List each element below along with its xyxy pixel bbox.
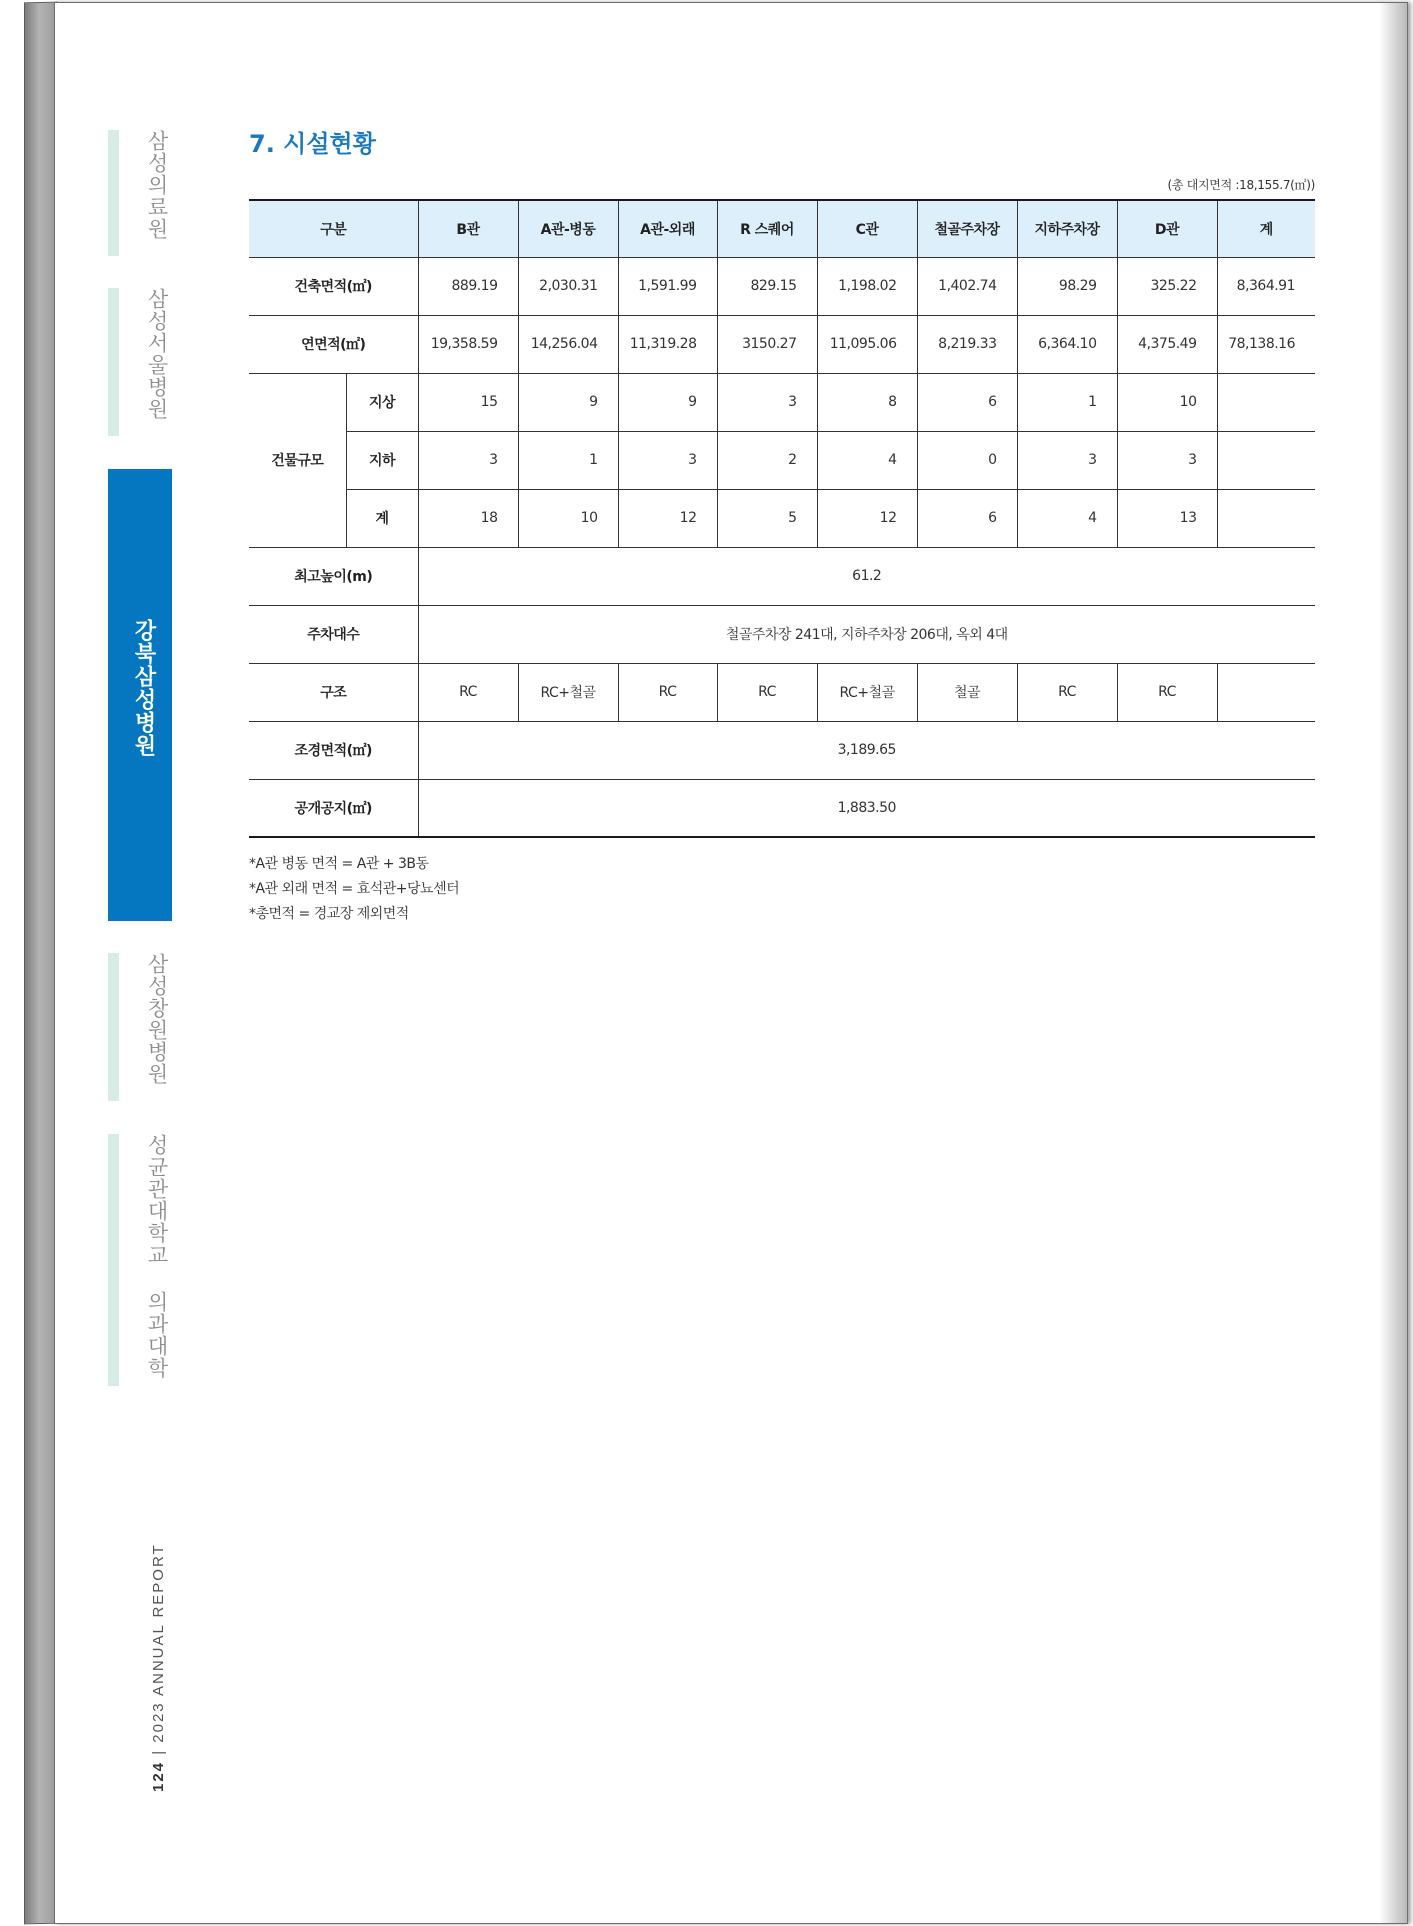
table-cell: 18	[418, 489, 518, 547]
table-cell: 889.19	[418, 257, 518, 315]
table-cell: 2	[717, 431, 817, 489]
table-cell: 8	[817, 373, 917, 431]
table-cell: RC+철골	[817, 663, 917, 721]
footer-separator: |	[150, 1748, 167, 1755]
total-site-area: (총 대지면적 :18,155.7(㎡))	[1167, 178, 1315, 192]
page-number: 124	[150, 1760, 167, 1792]
nav-indicator	[108, 288, 119, 436]
table-cell: 철골	[917, 663, 1017, 721]
table-cell	[1217, 431, 1315, 489]
column-header: D관	[1117, 200, 1217, 257]
table-row-scale-below	[249, 431, 1315, 489]
table-row-open-space	[249, 779, 1315, 837]
table-cell: 10	[1117, 373, 1217, 431]
table-cell: 6	[917, 373, 1017, 431]
table-cell: 8,364.91	[1217, 257, 1315, 315]
column-header: 구분	[249, 200, 418, 257]
nav-indicator	[108, 953, 119, 1101]
table-cell: RC	[418, 663, 518, 721]
row-subheader: 지상	[346, 373, 418, 431]
table-cell: RC	[717, 663, 817, 721]
column-header: 지하주차장	[1017, 200, 1117, 257]
row-header: 연면적(㎡)	[249, 315, 418, 373]
row-group-header: 건물규모	[249, 373, 346, 547]
table-notes	[249, 852, 459, 927]
table-cell: 9	[518, 373, 618, 431]
table-cell: 3	[418, 431, 518, 489]
table-cell: 4	[1017, 489, 1117, 547]
table-row-max-height	[249, 547, 1315, 605]
table-cell: 12	[618, 489, 717, 547]
column-header: A관-외래	[618, 200, 717, 257]
note-line: *A관 외래 면적 = 효석관+당뇨센터	[249, 881, 460, 897]
nav-item-samsung-seoul-hospital[interactable]	[108, 288, 172, 436]
table-cell: 19,358.59	[418, 315, 518, 373]
row-header: 구조	[249, 663, 418, 721]
table-cell: 12	[817, 489, 917, 547]
facility-table	[249, 199, 1315, 838]
nav-item-label: 삼성서울병원	[145, 288, 169, 420]
table-cell: 325.22	[1117, 257, 1217, 315]
row-header: 조경면적(㎡)	[249, 721, 418, 779]
table-cell: 829.15	[717, 257, 817, 315]
table-row-building-area	[249, 257, 1315, 315]
nav-item-label: 삼성창원병원	[145, 953, 169, 1085]
nav-item-kangbuk-samsung-hospital[interactable]	[108, 469, 172, 921]
table-cell: 2,030.31	[518, 257, 618, 315]
nav-item-samsung-medical-center[interactable]	[108, 130, 172, 256]
nav-item-samsung-changwon-hospital[interactable]	[108, 953, 172, 1101]
table-cell: 3	[618, 431, 717, 489]
table-cell-merged: 철골주차장 241대, 지하주차장 206대, 옥외 4대	[418, 605, 1315, 663]
table-row-scale-above	[249, 373, 1315, 431]
table-cell: RC	[1017, 663, 1117, 721]
page-shadow	[1379, 3, 1407, 1923]
table-cell: 3	[717, 373, 817, 431]
table-cell: 15	[418, 373, 518, 431]
table-cell: 0	[917, 431, 1017, 489]
column-header: 계	[1217, 200, 1315, 257]
table-cell: 5	[717, 489, 817, 547]
table-cell: 1,591.99	[618, 257, 717, 315]
nav-item-skku-medicine[interactable]	[108, 1134, 172, 1386]
table-cell: RC	[1117, 663, 1217, 721]
table-cell	[1217, 489, 1315, 547]
nav-item-label: 강북삼성병원	[131, 619, 156, 757]
table-row-scale-total	[249, 489, 1315, 547]
table-cell: RC+철골	[518, 663, 618, 721]
table-cell-merged: 61.2	[418, 547, 1315, 605]
table-cell-merged: 1,883.50	[418, 779, 1315, 837]
table-cell: 11,095.06	[817, 315, 917, 373]
nav-indicator	[108, 130, 119, 256]
row-header: 주차대수	[249, 605, 418, 663]
nav-indicator	[108, 1134, 119, 1386]
table-cell: 6,364.10	[1017, 315, 1117, 373]
column-header: 철골주차장	[917, 200, 1017, 257]
table-cell	[1217, 373, 1315, 431]
row-subheader: 지하	[346, 431, 418, 489]
table-row-floor-area	[249, 315, 1315, 373]
table-cell: 4,375.49	[1117, 315, 1217, 373]
note-line: *A관 병동 면적 = A관 + 3B동	[249, 856, 429, 872]
table-cell: 11,319.28	[618, 315, 717, 373]
table-cell: 1,402.74	[917, 257, 1017, 315]
table-cell: RC	[618, 663, 717, 721]
column-header: R 스퀘어	[717, 200, 817, 257]
row-header: 건축면적(㎡)	[249, 257, 418, 315]
row-subheader: 계	[346, 489, 418, 547]
book-spine-edge	[24, 2, 58, 1925]
table-header-row	[249, 200, 1315, 257]
table-cell: 98.29	[1017, 257, 1117, 315]
table-cell: 8,219.33	[917, 315, 1017, 373]
table-cell: 3	[1017, 431, 1117, 489]
table-cell: 1,198.02	[817, 257, 917, 315]
page-footer	[150, 1543, 167, 1792]
report-title: 2023 ANNUAL REPORT	[150, 1543, 167, 1743]
table-cell: 6	[917, 489, 1017, 547]
table-cell: 10	[518, 489, 618, 547]
row-header: 공개공지(㎡)	[249, 779, 418, 837]
table-cell: 14,256.04	[518, 315, 618, 373]
table-cell: 3	[1117, 431, 1217, 489]
column-header: A관-병동	[518, 200, 618, 257]
table-row-landscape-area	[249, 721, 1315, 779]
table-cell: 78,138.16	[1217, 315, 1315, 373]
row-header: 최고높이(m)	[249, 547, 418, 605]
table-cell: 9	[618, 373, 717, 431]
column-header: B관	[418, 200, 518, 257]
column-header: C관	[817, 200, 917, 257]
table-cell-merged: 3,189.65	[418, 721, 1315, 779]
table-cell	[1217, 663, 1315, 721]
table-cell: 1	[518, 431, 618, 489]
table-cell: 13	[1117, 489, 1217, 547]
table-cell: 3150.27	[717, 315, 817, 373]
table-cell: 1	[1017, 373, 1117, 431]
section-title: 7. 시설현황	[249, 130, 376, 158]
table-row-parking	[249, 605, 1315, 663]
table-row-structure	[249, 663, 1315, 721]
table-cell: 4	[817, 431, 917, 489]
note-line: *총면적 = 경교장 제외면적	[249, 906, 409, 922]
nav-item-label: 성균관대학교 의과대학	[145, 1134, 169, 1379]
nav-item-label: 삼성의료원	[145, 130, 169, 240]
